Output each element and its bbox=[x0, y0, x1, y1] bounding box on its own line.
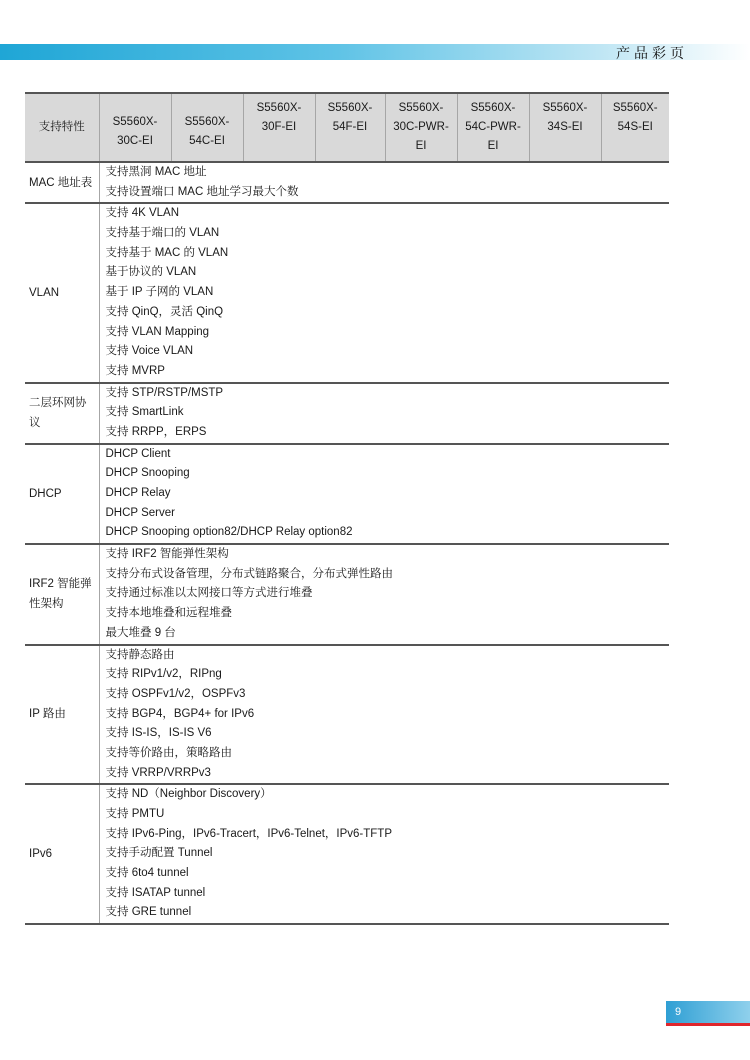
model-header: S5560X- 54F-EI bbox=[315, 93, 385, 162]
detail-item: 支持 ND（Neighbor Discovery） bbox=[105, 788, 272, 801]
detail-item: 支持分布式设备管理，分布式链路聚合，分布式弹性路由 bbox=[105, 567, 393, 580]
feature-name: IP 路由 bbox=[25, 645, 99, 785]
table-row bbox=[25, 645, 669, 785]
spec-table bbox=[25, 92, 669, 925]
feature-details bbox=[99, 444, 669, 544]
detail-item: 支持 VLAN Mapping bbox=[105, 325, 210, 338]
model-header: S5560X- 34S-EI bbox=[529, 93, 601, 162]
table-row bbox=[25, 162, 669, 203]
feature-name: IRF2 智能弹性架构 bbox=[25, 544, 99, 644]
detail-item: 支持 BGP4，BGP4+ for IPv6 bbox=[105, 707, 255, 720]
page-number-accent bbox=[666, 1023, 750, 1026]
page-number: 9 bbox=[666, 1001, 750, 1023]
detail-item: 支持基于 MAC 的 VLAN bbox=[105, 246, 229, 259]
detail-item: 支持手动配置 Tunnel bbox=[105, 847, 213, 860]
detail-item: 支持 MVRP bbox=[105, 364, 165, 377]
table-row bbox=[25, 383, 669, 444]
model-header: S5560X- 30C-EI bbox=[99, 93, 171, 162]
detail-item: 支持 ISATAP tunnel bbox=[105, 886, 206, 899]
detail-item: 支持设置端口 MAC 地址学习最大个数 bbox=[105, 185, 299, 198]
detail-item: 支持基于端口的 VLAN bbox=[105, 227, 220, 240]
model-header: S5560X- 54C-EI bbox=[171, 93, 243, 162]
detail-item: 支持 SmartLink bbox=[105, 406, 184, 419]
detail-item: 支持黑洞 MAC 地址 bbox=[105, 166, 207, 178]
model-header: S5560X- 30F-EI bbox=[243, 93, 315, 162]
table-row bbox=[25, 203, 669, 382]
table-row bbox=[25, 784, 669, 924]
model-header: S5560X- 54C-PWR- EI bbox=[457, 93, 529, 162]
detail-item: DHCP Snooping bbox=[105, 467, 190, 480]
table-row bbox=[25, 544, 669, 644]
detail-item: 基于 IP 子网的 VLAN bbox=[105, 286, 214, 299]
detail-item: 最大堆叠 9 台 bbox=[105, 626, 176, 639]
detail-item: 支持 IS-IS，IS-IS V6 bbox=[105, 727, 212, 740]
detail-item: 支持 OSPFv1/v2，OSPFv3 bbox=[105, 687, 246, 700]
model-header: S5560X- 54S-EI bbox=[601, 93, 669, 162]
feature-details bbox=[99, 383, 669, 444]
table-header-row bbox=[25, 93, 669, 162]
detail-item: 支持 6to4 tunnel bbox=[105, 867, 189, 880]
feature-name: 二层环网协议 bbox=[25, 383, 99, 444]
detail-item: 支持本地堆叠和远程堆叠 bbox=[105, 607, 232, 620]
feature-details bbox=[99, 162, 669, 203]
detail-item: 支持 Voice VLAN bbox=[105, 345, 194, 358]
feature-name: VLAN bbox=[25, 203, 99, 382]
detail-item: 支持 QinQ，灵活 QinQ bbox=[105, 305, 224, 318]
detail-item: 支持 IPv6-Ping，IPv6-Tracert，IPv6-Telnet，IPv6-TFTP bbox=[105, 827, 392, 840]
model-header: S5560X- 30C-PWR- EI bbox=[385, 93, 457, 162]
detail-item: 支持等价路由，策略路由 bbox=[105, 746, 232, 759]
detail-item: DHCP Server bbox=[105, 506, 175, 519]
feature-column-header: 支持特性 bbox=[25, 93, 99, 162]
detail-item: 支持 RRPP，ERPS bbox=[105, 425, 207, 438]
detail-item: 支持 IRF2 智能弹性架构 bbox=[105, 548, 229, 561]
detail-item: 支持 4K VLAN bbox=[105, 207, 179, 220]
feature-name: DHCP bbox=[25, 444, 99, 544]
feature-name: MAC 地址表 bbox=[25, 162, 99, 203]
detail-item: 支持 PMTU bbox=[105, 808, 165, 820]
detail-item: 支持 STP/RSTP/MSTP bbox=[105, 386, 224, 399]
table-row bbox=[25, 444, 669, 544]
feature-details bbox=[99, 784, 669, 924]
feature-details bbox=[99, 645, 669, 785]
detail-item: 支持 GRE tunnel bbox=[105, 906, 192, 919]
page-header-title: 产品彩页 bbox=[616, 45, 688, 61]
detail-item: DHCP Client bbox=[105, 447, 171, 460]
detail-item: 支持 RIPv1/v2，RIPng bbox=[105, 668, 222, 681]
feature-details bbox=[99, 203, 669, 382]
detail-item: 基于协议的 VLAN bbox=[105, 266, 197, 279]
detail-item: 支持通过标准以太网接口等方式进行堆叠 bbox=[105, 587, 313, 600]
detail-item: 支持 VRRP/VRRPv3 bbox=[105, 766, 211, 779]
detail-item: DHCP Snooping option82/DHCP Relay option82 bbox=[105, 526, 353, 539]
detail-item: DHCP Relay bbox=[105, 487, 171, 499]
detail-item: 支持静态路由 bbox=[105, 648, 175, 661]
feature-details bbox=[99, 544, 669, 644]
feature-name: IPv6 bbox=[25, 784, 99, 924]
